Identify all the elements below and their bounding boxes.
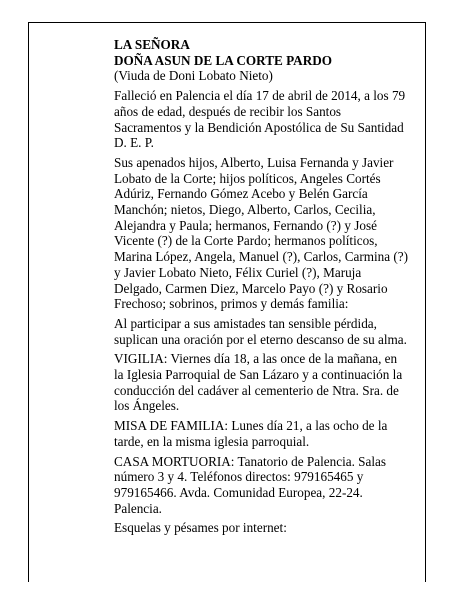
vigil-paragraph: VIGILIA: Viernes día 18, a las once de la mañana, en la Iglesia Parroquial de San Lázaro y a continuación la conducción del cadáver al cementerio de Ntra. Sra. de los Ángeles. <box>114 351 403 414</box>
request-paragraph: Al participar a sus amistades tan sensible pérdida, suplican una oración por el eterno descanso de su alma. <box>114 315 407 347</box>
death-paragraph: Falleció en Palencia el día 17 de abril de 2014, a los 79 años de edad, después de recibir los Santos Sacramentos y la Bendición Apostólica de Su Santidad D. E. P. <box>114 88 406 151</box>
notice-title-line1: LA SEÑORA <box>114 37 190 52</box>
notice-subtitle: (Viuda de Doni Lobato Nieto) <box>114 68 273 84</box>
funeral-home-paragraph: CASA MORTUORIA: Tanatorio de Palencia. Salas número 3 y 4. Teléfonos directos: 979165465 y 979165466. Avda. Comunidad Europea, 22-24. Palencia. <box>114 453 387 516</box>
notice-title-line2: DOÑA ASUN DE LA CORTE PARDO <box>114 52 333 68</box>
obituary-notice <box>114 37 429 540</box>
mass-paragraph: MISA DE FAMILIA: Lunes día 21, a las ocho de la tarde, en la misma iglesia parroquial. <box>114 418 388 449</box>
internet-paragraph: Esquelas y pésames por internet: <box>114 520 287 536</box>
family-paragraph: Sus apenados hijos, Alberto, Luisa Fernanda y Javier Lobato de la Corte; hijos políticos, Angeles Cortés Adúriz, Fernando Gómez Acebo y Belén García Manchón; nietos, Diego, Alberto, Carlos, Cecilia, Alejandra y Paula; hermanos, Fernando (?) y José Vicente (?) de la Corte Pardo; hermanos políticos, Marina López, Angela, Manuel (?), Carlos, Carmina (?) y Javier Lobato Nieto, Félix Curiel (?), Maruja Delgado, Carmen Diez, Marcelo Payo (?) y Rosario Frechoso; sobrinos, primos y demás familia: <box>114 154 409 312</box>
